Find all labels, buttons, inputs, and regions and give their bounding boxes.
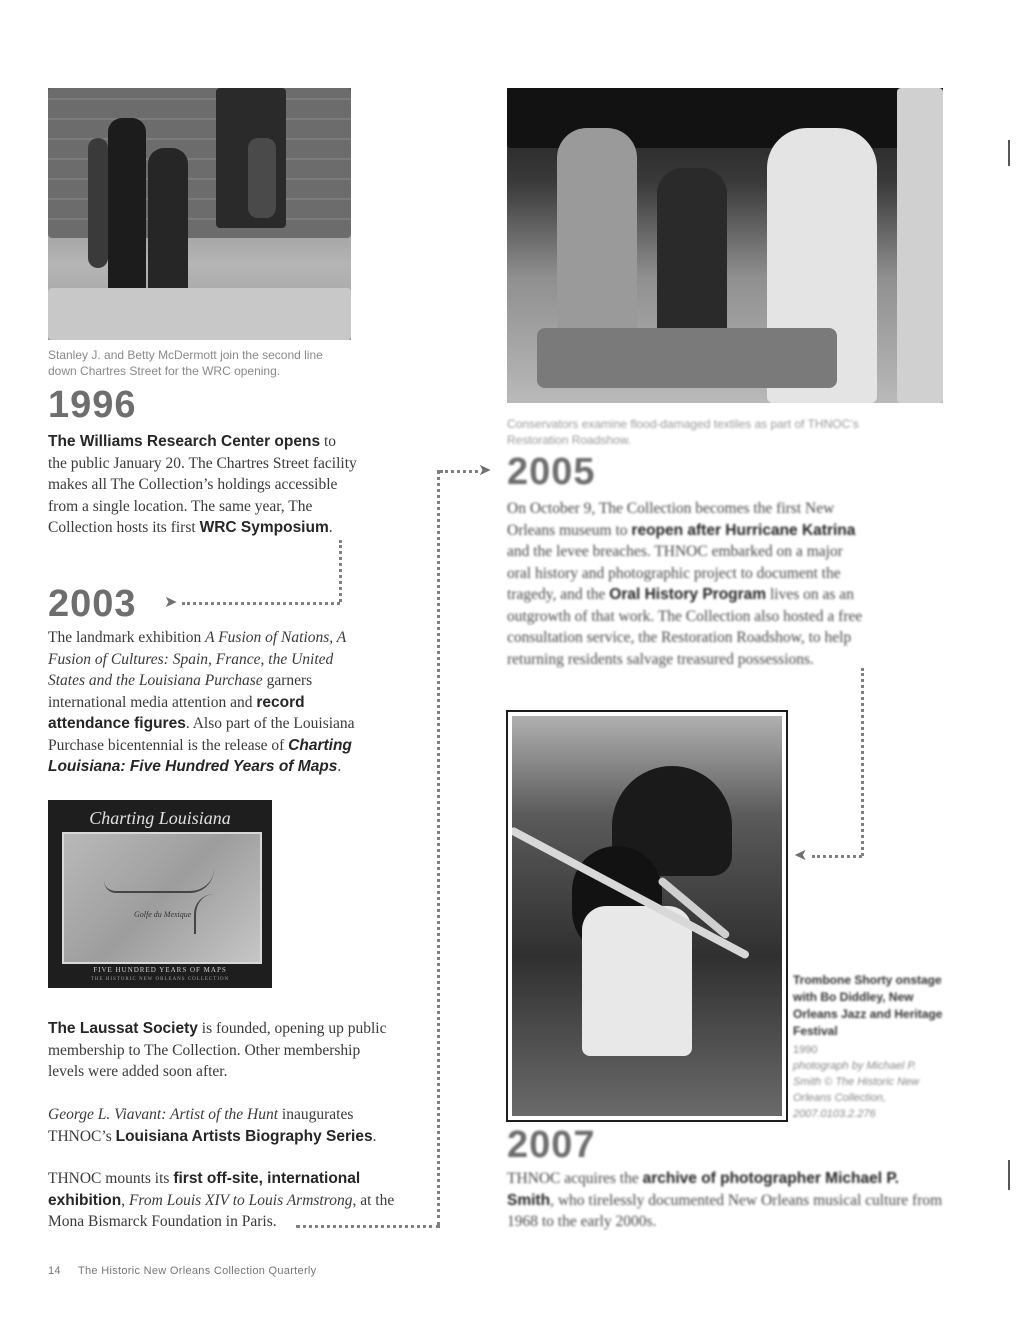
footer-publication-name: The Historic New Orleans Collection Quarterly	[78, 1265, 317, 1277]
year-2007-heading: 2007	[507, 1124, 596, 1166]
entry-2005-text: On October 9, The Collection becomes the first New Orleans museum to reopen after Hurricane Katrina and the levee breaches. THNOC embarked on a major oral history and photographic project to document the tragedy, and the Oral History Program lives on as an outgrowth of that work. The Collection also hosted a free consultation service, the Restoration Roadshow, to help returning residents salvage treasured possessions.	[507, 500, 863, 668]
timeline-connector-1996	[339, 540, 342, 602]
book-cover-map	[62, 832, 262, 964]
caption-title: Trombone Shorty onstage with Bo Diddley, New Orleans Jazz and Heritage Festival	[793, 973, 943, 1038]
caption-year: 1990	[793, 1044, 818, 1056]
laussat-society-highlight: The Laussat Society	[48, 1020, 198, 1037]
michael-p-smith-archive-highlight: archive of photographer Michael P. Smith	[507, 1170, 899, 1209]
first-offsite-exhibition-highlight: first off-site, international exhibition	[48, 1170, 361, 1209]
book-cover-title: Charting Louisiana	[89, 808, 231, 828]
photo-conservators-caption: Conservators examine flood-damaged textiles as part of THNOC’s Restoration Roadshow.	[507, 417, 859, 447]
charting-louisiana-title: Charting Louisiana: Five Hundred Years of Maps	[48, 736, 352, 775]
photo-trombone-shorty	[512, 716, 782, 1116]
timeline-connector-central	[437, 470, 440, 1226]
margin-mark-bottom	[1008, 1160, 1010, 1190]
timeline-connector-2005-2007	[861, 668, 864, 856]
entry-laussat-text: The Laussat Society is founded, opening up public membership to The Collection. Other membership levels were added soon after.	[48, 1020, 387, 1080]
entry-2003-text: The landmark exhibition A Fusion of Nations, A Fusion of Cultures: Spain, France, the United States and the Louisiana Purchase garners international media attention and record attendance figures. Also part of the Louisiana Purchase bicentennial is the release of Charting Louisiana: Five Hundred Years of Maps.	[48, 629, 355, 775]
year-2005-heading: 2005	[507, 451, 596, 493]
year-1996-heading: 1996	[48, 384, 137, 426]
entry-viavant-text: George L. Viavant: Artist of the Hunt inaugurates THNOC’s Louisiana Artists Biography Series.	[48, 1106, 377, 1145]
entry-1996-text: The Williams Research Center opens to the public January 20. The Chartres Street facility makes all The Collection’s holdings accessible from a single location. The same year, The Collection hosts its first WRC Symposium.	[48, 433, 357, 536]
caption-credit: photograph by Michael P. Smith © The Historic New Orleans Collection, 2007.0103.2.276	[793, 1060, 920, 1120]
artists-biography-series-highlight: Louisiana Artists Biography Series	[115, 1127, 373, 1145]
book-cover-gulf-label: Golfe du Mexique	[134, 910, 192, 919]
arrow-left-icon: ➤	[164, 592, 178, 611]
record-attendance-highlight: record attendance figures	[48, 693, 305, 732]
entry-offsite-text: THNOC mounts its first off-site, international exhibition, From Louis XIV to Louis Armstrong, at the Mona Bismarck Foundation in Paris.	[48, 1170, 395, 1230]
year-2003-heading: 2003	[48, 583, 137, 625]
viavant-title: George L. Viavant: Artist of the Hunt	[48, 1106, 279, 1123]
entry-2007-text: THNOC acquires the archive of photographer Michael P. Smith, who tirelessly documented New Orleans musical culture from 1968 to the early 2000s.	[507, 1170, 943, 1230]
timeline-connector-2003	[182, 602, 340, 605]
footer-page-number: 14	[48, 1265, 61, 1277]
williams-research-center-highlight: The Williams Research Center opens	[48, 433, 321, 450]
photo-trombone-shorty-caption	[793, 972, 943, 1122]
book-cover-subtitle: FIVE HUNDRED YEARS OF MAPS	[93, 966, 227, 974]
photo-conservators	[507, 88, 943, 403]
photo-trombone-shorty-frame	[506, 710, 788, 1122]
wrc-symposium-highlight: WRC Symposium	[199, 519, 329, 536]
timeline-connector-2005	[440, 470, 478, 473]
photo-wrc-opening	[48, 88, 351, 340]
arrow-right-icon: ➤	[478, 460, 492, 479]
timeline-connector-bottom	[296, 1225, 440, 1228]
timeline-connector-photo	[812, 855, 862, 858]
book-cover-publisher: THE HISTORIC NEW ORLEANS COLLECTION	[90, 977, 230, 982]
charting-louisiana-book-cover	[48, 800, 272, 988]
reopen-after-katrina-highlight: reopen after Hurricane Katrina	[631, 521, 856, 539]
oral-history-program-highlight: Oral History Program	[609, 586, 767, 603]
photo-wrc-opening-caption: Stanley J. and Betty McDermott join the second line down Chartres Street for the WRC opening.	[48, 348, 323, 378]
arrow-left-icon-2: ➤	[794, 845, 808, 864]
louis-xiv-exhibition-title: From Louis XIV to Louis Armstrong	[128, 1191, 353, 1209]
margin-mark-top	[1008, 140, 1010, 166]
fusion-of-nations-title: A Fusion of Nations, A Fusion of Cultures: Spain, France, the United States and the Louisiana Purchase	[48, 629, 346, 689]
